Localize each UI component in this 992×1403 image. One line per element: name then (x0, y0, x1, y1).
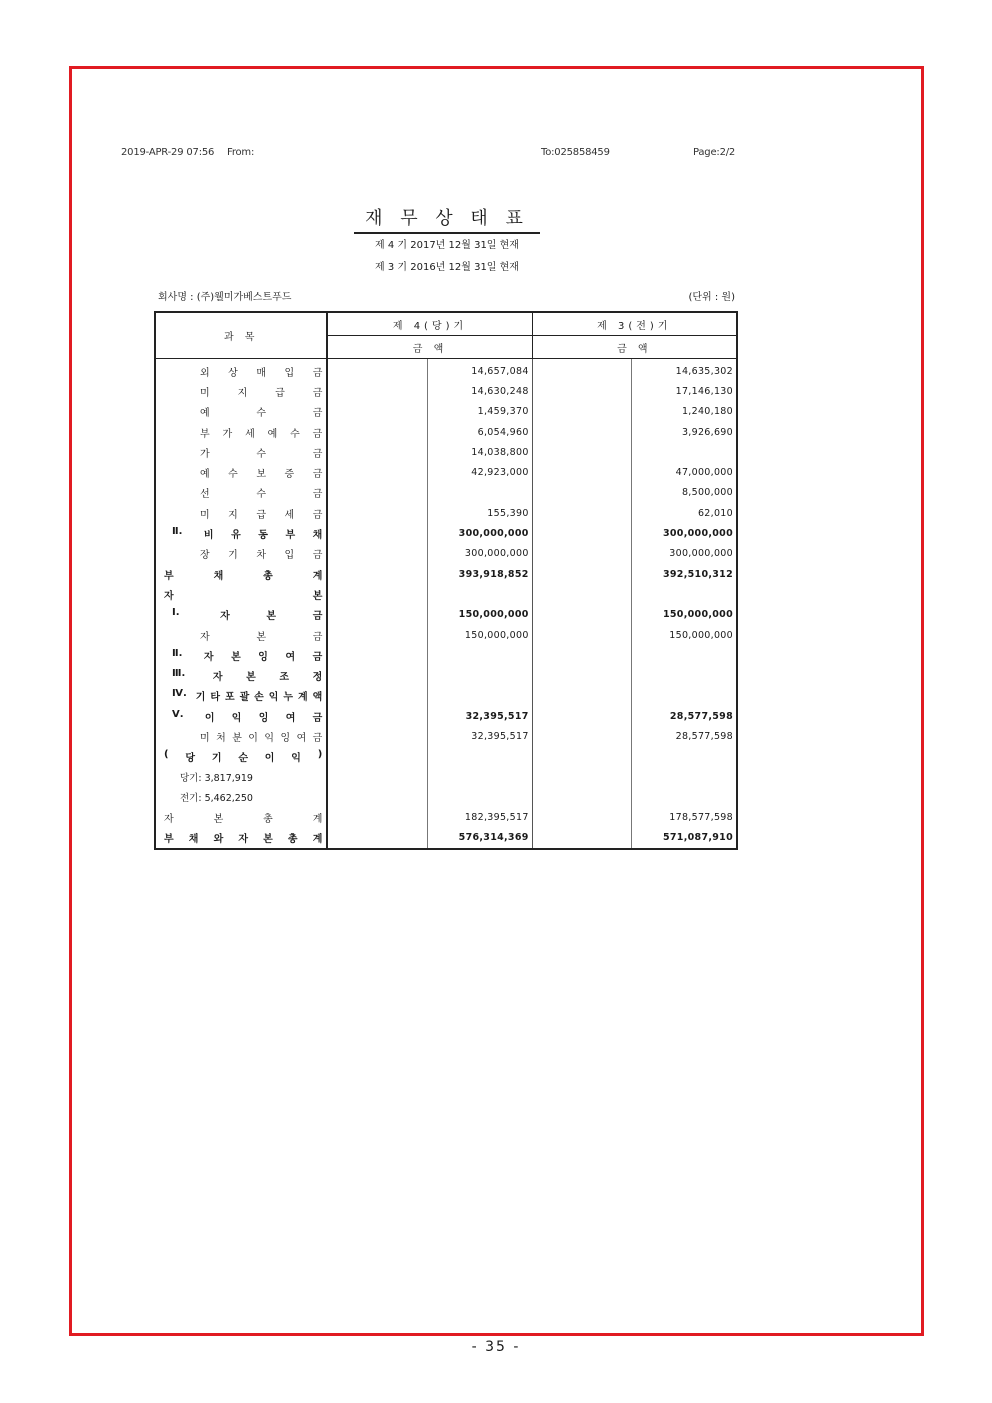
current-amount (427, 483, 532, 503)
balance-sheet-table (154, 311, 738, 850)
unit-label: (단위 : 원) (688, 292, 735, 303)
table-row (155, 544, 737, 564)
row-label: Ⅳ. 기 타 포 괄 손 익 누 계 액 (172, 688, 323, 704)
prior-amount: 300,000,000 (662, 528, 733, 540)
row-label: 부 가 세 예 수 금 (200, 428, 323, 440)
table-row (155, 625, 737, 645)
current-amount: 182,395,517 (427, 808, 532, 828)
current-amount: 42,923,000 (427, 462, 532, 482)
current-amount: 32,395,517 (427, 726, 532, 746)
table-row (155, 503, 737, 523)
header-prior-period: 제 3(전)기 (532, 312, 737, 336)
table-row (155, 787, 737, 807)
row-label: 미 지 급 금 (200, 387, 323, 399)
row-label: 자 본 (164, 590, 323, 602)
row-label: 자 본 금 (200, 631, 323, 643)
prior-amount: 178,577,598 (669, 812, 733, 824)
period-current: 제 4 기 2017년 12월 31일 현재 (375, 240, 519, 251)
current-amount (427, 584, 532, 604)
row-label: 선 수 금 (200, 489, 323, 501)
current-amount: 14,657,084 (427, 359, 532, 382)
prior-amount (632, 747, 737, 767)
prior-amount: 150,000,000 (662, 609, 733, 621)
table-row (155, 706, 737, 726)
row-label: 가 수 금 (200, 448, 323, 460)
current-amount (427, 645, 532, 665)
table-row (155, 381, 737, 401)
table-row (155, 665, 737, 685)
row-label: 미 처 분 이 익 잉 여 금 (200, 732, 323, 744)
row-label: 전기: 5,462,250 (180, 793, 253, 805)
current-amount: 393,918,852 (427, 564, 532, 584)
table-row (155, 462, 737, 482)
prior-amount: 1,240,180 (681, 406, 733, 418)
prior-amount (632, 665, 737, 685)
current-amount: 6,054,960 (427, 422, 532, 442)
row-label: 장 기 차 입 금 (200, 550, 323, 562)
current-amount (427, 787, 532, 807)
table-row (155, 828, 737, 849)
current-amount: 14,630,248 (427, 381, 532, 401)
table-row (155, 747, 737, 767)
prior-amount: 8,500,000 (681, 487, 733, 499)
header-current-amount: 금 액 (327, 336, 532, 359)
prior-amount: 62,010 (697, 507, 733, 519)
table-row (155, 402, 737, 422)
table-row (155, 726, 737, 746)
table-row (155, 483, 737, 503)
prior-amount: 150,000,000 (669, 629, 733, 641)
current-amount: 300,000,000 (427, 544, 532, 564)
prior-amount: 47,000,000 (675, 467, 733, 479)
fax-to: To:025858459 (541, 147, 610, 158)
row-label: ( 당 기 순 이 익 ) (164, 749, 323, 765)
row-label: 부 채 와 자 본 총 계 (164, 834, 323, 846)
page-number: - 35 - (471, 1339, 521, 1355)
current-amount: 14,038,800 (427, 442, 532, 462)
row-label: Ⅴ. 이 익 잉 여 금 (172, 708, 323, 724)
table-row (155, 686, 737, 706)
row-label: 당기: 3,817,919 (180, 773, 253, 785)
current-amount: 1,459,370 (427, 402, 532, 422)
row-label: 외 상 매 입 금 (200, 367, 323, 379)
table-row (155, 422, 737, 442)
current-amount: 32,395,517 (427, 706, 532, 726)
row-label: Ⅱ. 비 유 동 부 채 (172, 526, 323, 542)
table-row (155, 359, 737, 382)
header-current-period: 제 4(당)기 (327, 312, 532, 336)
current-amount: 300,000,000 (427, 523, 532, 543)
row-label: 예 수 금 (200, 408, 323, 420)
table-row (155, 564, 737, 584)
row-label: 미 지 급 세 금 (200, 509, 323, 521)
header-prior-amount: 금 액 (532, 336, 737, 359)
header-account: 과 목 (155, 312, 327, 359)
prior-amount: 571,087,910 (662, 832, 733, 844)
prior-amount: 392,510,312 (662, 568, 733, 580)
table-row (155, 605, 737, 625)
prior-amount (632, 787, 737, 807)
row-label: Ⅰ. 자 본 금 (172, 607, 323, 623)
prior-amount: 3,926,690 (681, 426, 733, 438)
prior-amount (632, 645, 737, 665)
prior-amount: 28,577,598 (675, 730, 733, 742)
prior-amount (632, 584, 737, 604)
table-row (155, 584, 737, 604)
table-row (155, 523, 737, 543)
row-label: 예 수 보 증 금 (200, 469, 323, 481)
prior-amount: 17,146,130 (675, 385, 733, 397)
prior-amount: 300,000,000 (669, 548, 733, 560)
fax-from: From: (227, 147, 255, 158)
current-amount: 150,000,000 (427, 625, 532, 645)
current-amount: 576,314,369 (427, 828, 532, 849)
period-prior: 제 3 기 2016년 12월 31일 현재 (375, 262, 519, 273)
prior-amount (632, 442, 737, 462)
current-amount: 155,390 (427, 503, 532, 523)
table-row (155, 442, 737, 462)
fax-page: Page:2/2 (693, 147, 736, 158)
current-amount (427, 665, 532, 685)
prior-amount: 28,577,598 (669, 710, 733, 722)
prior-amount: 14,635,302 (675, 365, 733, 377)
fax-datetime: 2019-APR-29 07:56 (121, 147, 215, 158)
prior-amount (632, 767, 737, 787)
prior-amount (632, 686, 737, 706)
current-amount (427, 747, 532, 767)
row-label: 자 본 총 계 (164, 814, 323, 826)
table-row (155, 808, 737, 828)
row-label: 부 채 총 계 (164, 570, 323, 582)
company-name: 회사명 : (주)웰미가베스트푸드 (158, 292, 292, 303)
row-label: Ⅱ. 자 본 잉 여 금 (172, 647, 323, 663)
current-amount (427, 686, 532, 706)
table-row (155, 767, 737, 787)
statement-title: 재 무 상 태 표 (354, 204, 540, 234)
current-amount: 150,000,000 (427, 605, 532, 625)
current-amount (427, 767, 532, 787)
table-row (155, 645, 737, 665)
row-label: Ⅲ. 자 본 조 정 (172, 668, 323, 684)
